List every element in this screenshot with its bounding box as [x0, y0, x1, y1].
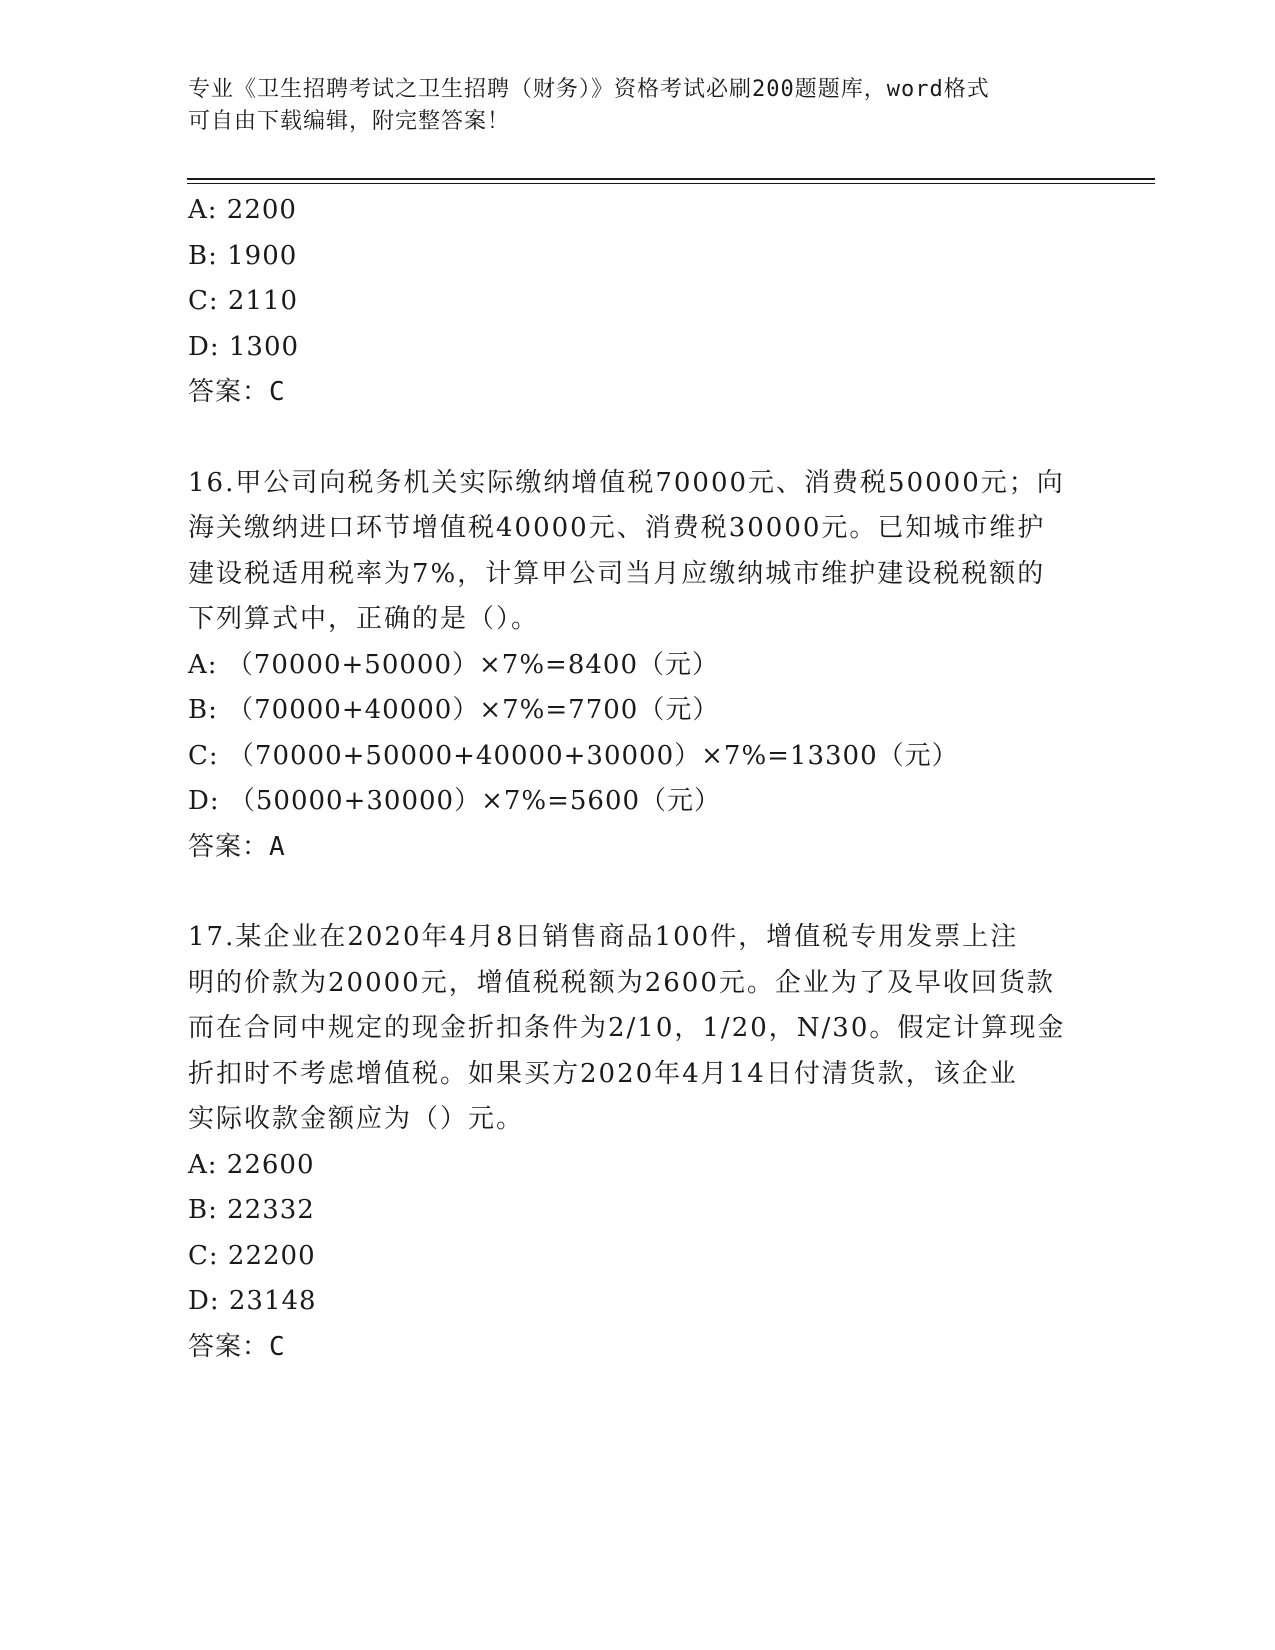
- option-b: B: 1900: [188, 240, 298, 271]
- option-c: C: 22200: [188, 1240, 316, 1271]
- answer-line: 答案：C: [188, 377, 286, 407]
- option-a: A: 22600: [188, 1149, 315, 1180]
- question-text-line: 16.甲公司向税务机关实际缴纳增值税70000元、消费税50000元；向: [188, 467, 1065, 498]
- option-a: A: （70000+50000）×7%=8400（元）: [188, 649, 719, 680]
- question-text-line: 明的价款为20000元，增值税税额为2600元。企业为了及早收回货款: [188, 967, 1055, 998]
- header-line-1: 专业《卫生招聘考试之卫生招聘（财务）》资格考试必刷200题题库，word格式: [188, 77, 990, 102]
- option-d: D: 23148: [188, 1286, 317, 1316]
- document-body: [188, 188, 1088, 1370]
- document-header: [188, 74, 1068, 138]
- question-text-line: 建设税适用税率为7%，计算甲公司当月应缴纳城市维护建设税税额的: [188, 558, 1046, 589]
- option-d: D: （50000+30000）×7%=5600（元）: [188, 786, 722, 816]
- question-text-line: 实际收款金额应为（）元。: [188, 1104, 525, 1134]
- question-text-line: 折扣时不考虑增值税。如果买方2020年4月14日付清货款，该企业: [188, 1058, 1018, 1089]
- header-divider-thin: [187, 183, 1155, 184]
- question-16-block: [188, 461, 1088, 871]
- header-line-2: 可自由下载编辑，附完整答案！: [188, 109, 511, 134]
- question-text-line: 海关缴纳进口环节增值税40000元、消费税30000元。已知城市维护: [188, 513, 1046, 543]
- question-17-block: [188, 915, 1088, 1370]
- answer-line: 答案：C: [188, 1331, 286, 1362]
- answer-line: 答案：A: [188, 831, 286, 862]
- question-text-line: 而在合同中规定的现金折扣条件为2/10，1/20，N/30。假定计算现金: [188, 1013, 1066, 1043]
- option-c: C: （70000+50000+40000+30000）×7%=13300（元）: [188, 740, 959, 771]
- header-divider-thick: [187, 178, 1155, 180]
- option-b: B: （70000+40000）×7%=7700（元）: [188, 695, 720, 725]
- question-text-line: 17.某企业在2020年4月8日销售商品100件，增值税专用发票上注: [188, 922, 1019, 952]
- option-c: C: 2110: [188, 286, 299, 316]
- option-b: B: 22332: [188, 1195, 315, 1225]
- previous-question-block: [188, 188, 1088, 416]
- option-d: D: 1300: [188, 331, 300, 362]
- question-text-line: 下列算式中，正确的是（）。: [188, 604, 540, 634]
- option-a: A: 2200: [188, 195, 297, 225]
